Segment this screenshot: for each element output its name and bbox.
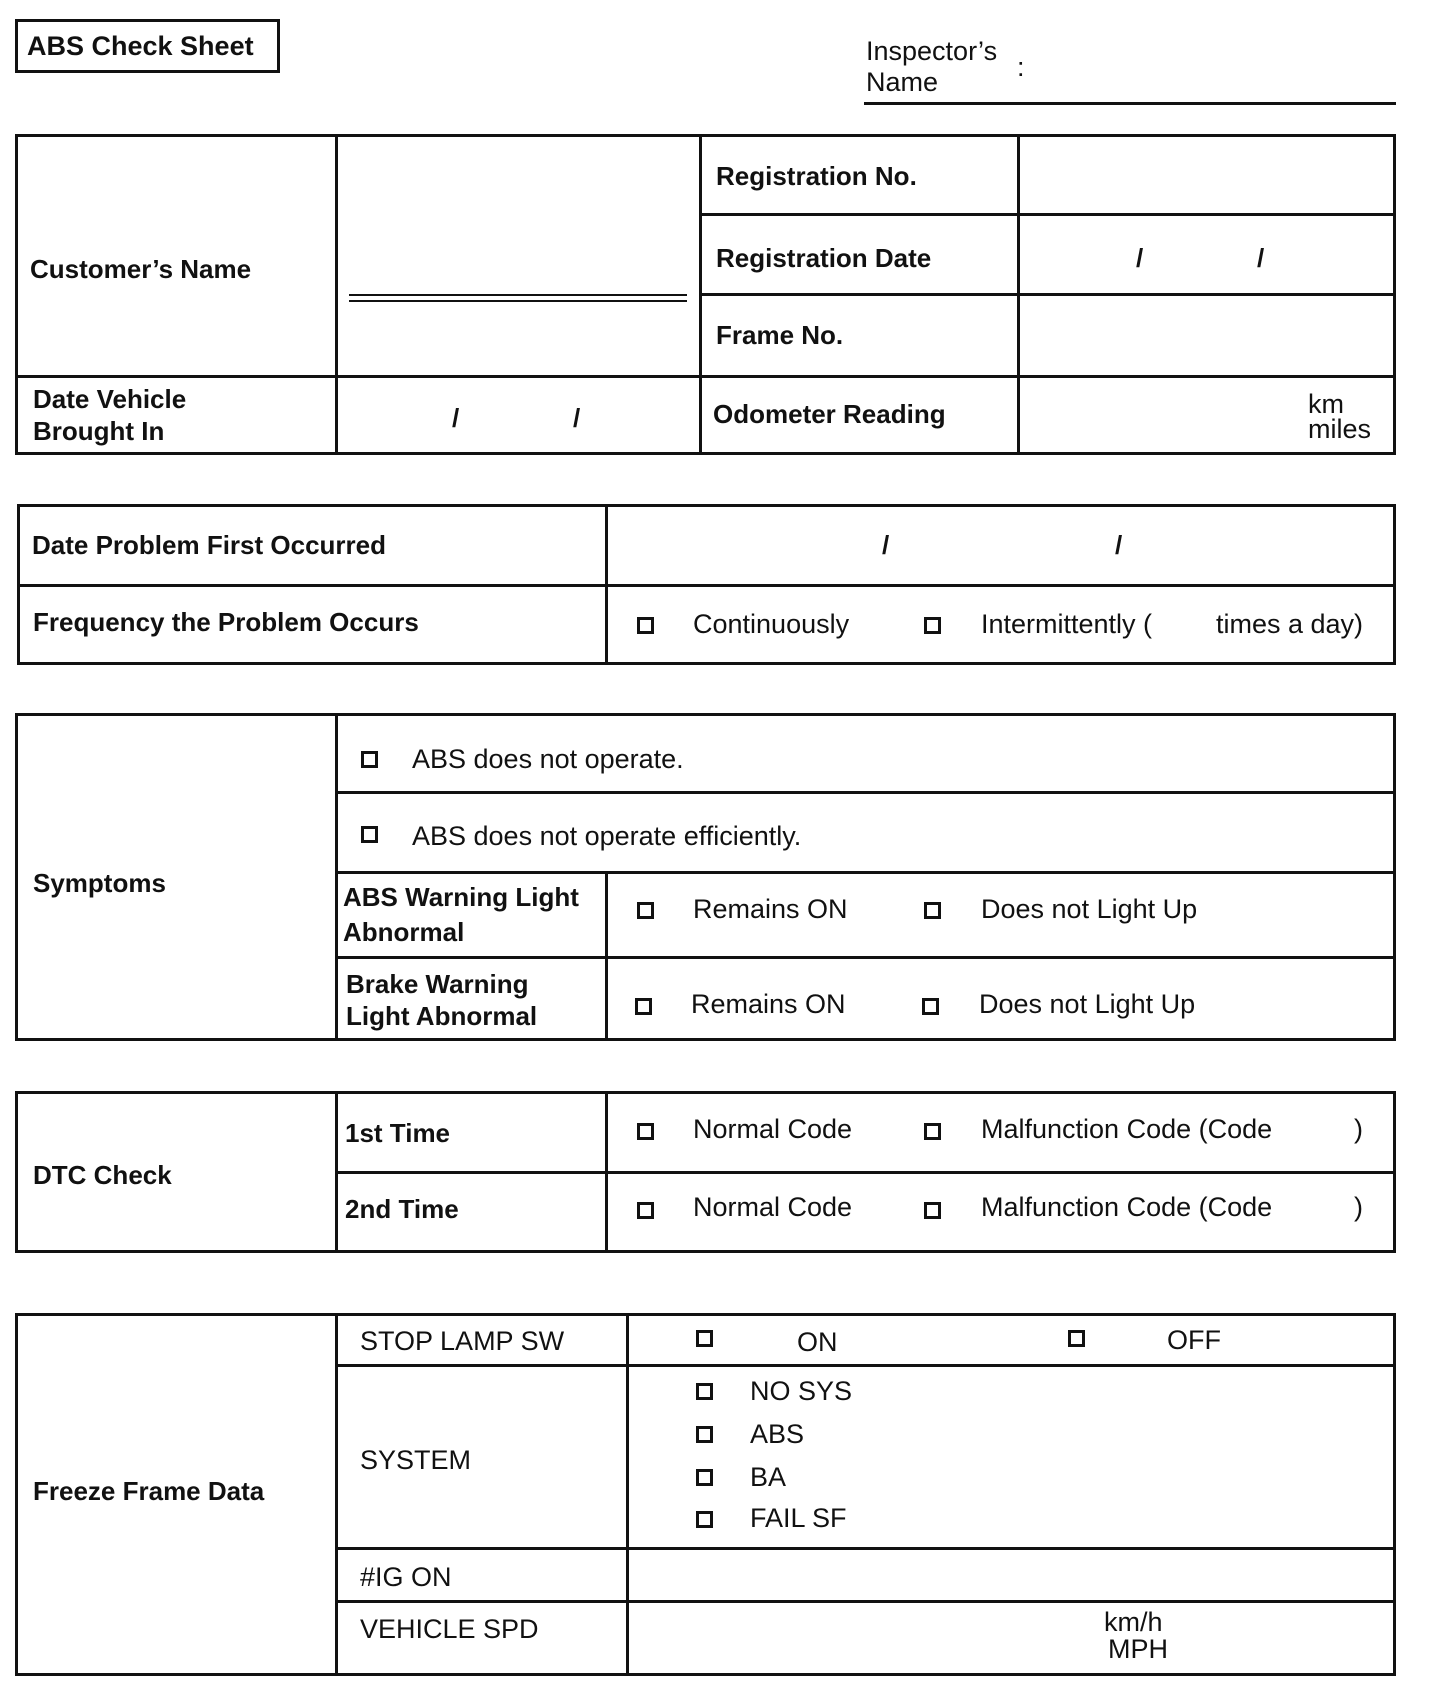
- customer-name-label: Customer’s Name: [30, 254, 252, 284]
- symptoms-label: Symptoms: [33, 868, 166, 898]
- brake-light-remains-on-label: Remains ON: [691, 989, 846, 1019]
- continuously-label: Continuously: [693, 609, 850, 639]
- registration-no-field[interactable]: [1021, 137, 1393, 212]
- dtc-check-label: DTC Check: [33, 1160, 172, 1190]
- odometer-unit-km: km: [1308, 389, 1344, 419]
- first-occurred-label: Date Problem First Occurred: [32, 530, 386, 560]
- registration-date-sep-2: /: [1257, 243, 1265, 273]
- abs-light-not-light-up-checkbox[interactable]: [924, 902, 941, 919]
- ig-on-label: #IG ON: [360, 1562, 452, 1592]
- stop-lamp-on-checkbox[interactable]: [696, 1330, 713, 1347]
- stop-lamp-off-checkbox[interactable]: [1068, 1330, 1085, 1347]
- dtc-2nd-malfunction-label: Malfunction Code (Code: [981, 1192, 1273, 1222]
- inspector-name-label: Inspector’s Name: [866, 36, 998, 98]
- abs-not-efficient-checkbox[interactable]: [361, 826, 378, 843]
- abs-warning-light-label: ABS Warning Light Abnormal: [343, 882, 579, 947]
- speed-unit-kmh: km/h: [1104, 1607, 1163, 1637]
- dtc-1st-normal-label: Normal Code: [693, 1114, 853, 1144]
- date-brought-in-label: Date Vehicle Brought In: [33, 384, 187, 446]
- registration-no-label: Registration No.: [716, 161, 917, 191]
- dtc-2nd-malfunction-checkbox[interactable]: [924, 1202, 941, 1219]
- brake-warning-light-label: Brake Warning Light Abnormal: [346, 969, 538, 1031]
- intermittently-label: Intermittently (: [981, 609, 1153, 639]
- system-no-sys-label: NO SYS: [750, 1376, 853, 1406]
- abs-not-operate-label: ABS does not operate.: [412, 744, 684, 774]
- system-abs-label: ABS: [750, 1419, 805, 1449]
- first-occurred-sep-1: /: [882, 530, 890, 560]
- dtc-1st-normal-checkbox[interactable]: [637, 1123, 654, 1140]
- frequency-label: Frequency the Problem Occurs: [33, 607, 419, 637]
- frame-no-label: Frame No.: [716, 320, 844, 350]
- odometer-unit-miles: miles: [1308, 414, 1372, 444]
- stop-lamp-sw-label: STOP LAMP SW: [360, 1326, 565, 1356]
- inspector-colon: :: [1017, 52, 1025, 82]
- brake-light-remains-on-checkbox[interactable]: [635, 998, 652, 1015]
- dtc-2nd-time-label: 2nd Time: [345, 1194, 459, 1224]
- system-ba-checkbox[interactable]: [696, 1469, 713, 1486]
- date-brought-in-sep-2: /: [573, 403, 581, 433]
- stop-lamp-off-label: OFF: [1167, 1325, 1221, 1355]
- system-ba-label: BA: [750, 1462, 787, 1492]
- inspector-name-field[interactable]: [864, 102, 1396, 105]
- vehicle-spd-label: VEHICLE SPD: [360, 1614, 539, 1644]
- continuously-checkbox[interactable]: [637, 617, 654, 634]
- first-occurred-sep-2: /: [1115, 530, 1123, 560]
- stop-lamp-on-label: ON: [797, 1327, 838, 1357]
- dtc-2nd-normal-checkbox[interactable]: [637, 1202, 654, 1219]
- brake-light-not-light-up-label: Does not Light Up: [979, 989, 1196, 1019]
- customer-name-field[interactable]: [349, 294, 687, 296]
- frame-no-field[interactable]: [1021, 297, 1393, 374]
- abs-not-efficient-label: ABS does not operate efficiently.: [412, 821, 802, 851]
- date-brought-in-sep-1: /: [452, 403, 460, 433]
- abs-not-operate-checkbox[interactable]: [361, 751, 378, 768]
- intermittently-checkbox[interactable]: [924, 617, 941, 634]
- sheet-title: ABS Check Sheet: [15, 19, 280, 73]
- system-abs-checkbox[interactable]: [696, 1426, 713, 1443]
- dtc-1st-close-paren: ): [1354, 1114, 1363, 1144]
- system-fail-sf-label: FAIL SF: [750, 1503, 847, 1533]
- abs-light-remains-on-label: Remains ON: [693, 894, 848, 924]
- abs-light-not-light-up-label: Does not Light Up: [981, 894, 1198, 924]
- dtc-2nd-close-paren: ): [1354, 1192, 1363, 1222]
- odometer-label: Odometer Reading: [713, 399, 946, 429]
- dtc-1st-time-label: 1st Time: [345, 1118, 451, 1148]
- dtc-1st-malfunction-checkbox[interactable]: [924, 1123, 941, 1140]
- registration-date-label: Registration Date: [716, 243, 932, 273]
- freeze-frame-label: Freeze Frame Data: [33, 1476, 265, 1506]
- ig-on-field[interactable]: [630, 1551, 1393, 1599]
- abs-light-remains-on-checkbox[interactable]: [637, 902, 654, 919]
- dtc-2nd-normal-label: Normal Code: [693, 1192, 853, 1222]
- system-label: SYSTEM: [360, 1445, 472, 1475]
- brake-light-not-light-up-checkbox[interactable]: [922, 998, 939, 1015]
- system-fail-sf-checkbox[interactable]: [696, 1511, 713, 1528]
- dtc-1st-malfunction-label: Malfunction Code (Code: [981, 1114, 1273, 1144]
- speed-unit-mph: MPH: [1108, 1634, 1168, 1664]
- system-no-sys-checkbox[interactable]: [696, 1383, 713, 1400]
- registration-date-sep-1: /: [1136, 243, 1144, 273]
- times-a-day-label: times a day): [1216, 609, 1364, 639]
